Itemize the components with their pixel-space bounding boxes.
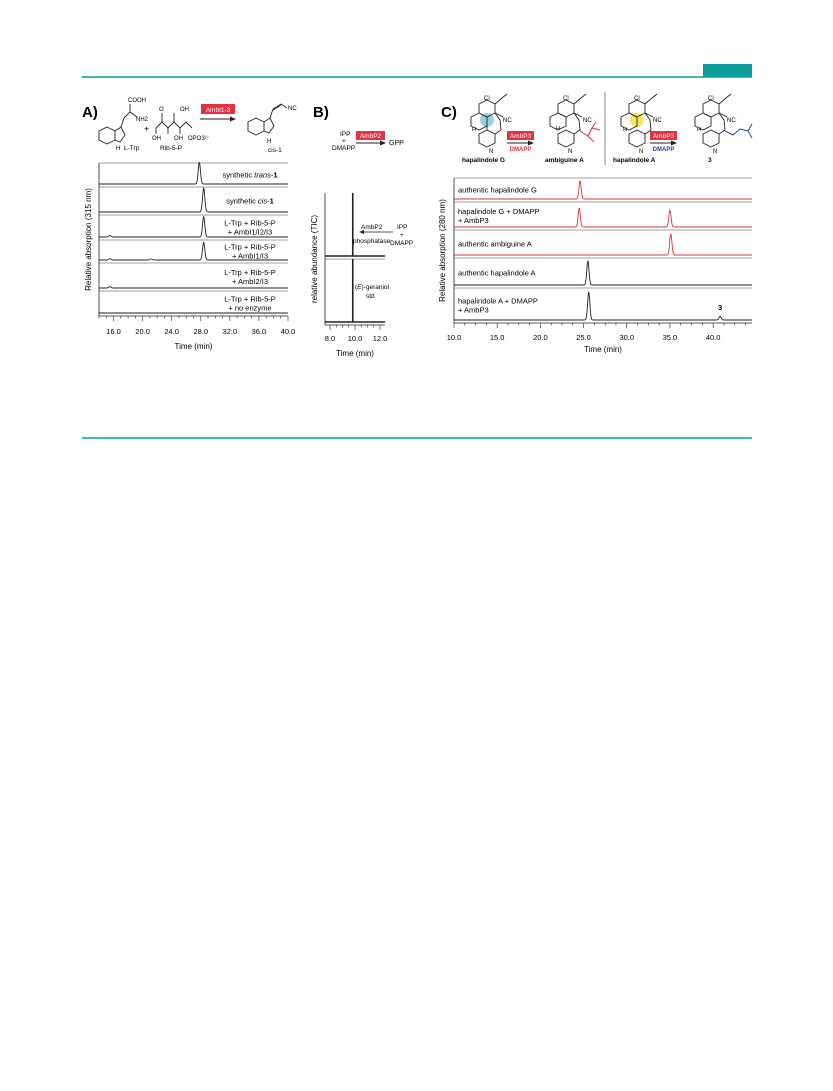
ambp3-enzyme-label-2: AmbP3	[652, 133, 675, 140]
chart-a-tick-label-0: 16.0	[106, 327, 121, 336]
panel-a-chromatogram	[84, 163, 295, 351]
chart-a-trace-3-label-0: L-Trp + Rib-5-P	[224, 242, 276, 252]
chart-a-tick-label-5: 36.0	[251, 327, 267, 336]
oh-label-3: OH	[174, 136, 183, 142]
chart-a-tick-label-1: 20.0	[135, 327, 150, 336]
chart-b-tick-label-1: 10.0	[347, 334, 363, 343]
chart-c-tick-label-4: 30.0	[619, 333, 635, 342]
panel-c-chromatogram	[438, 178, 752, 354]
chart-a-tick-label-6: 40.0	[280, 327, 296, 336]
chart-a-trace-5-label-0: L-Trp + Rib-5-P	[224, 294, 276, 304]
chart-a-x-label: Time (min)	[174, 342, 213, 351]
compound-3-label: 3	[708, 157, 712, 164]
arrow-head-c2	[671, 141, 677, 146]
chart-c-trace-1-label-0: hapalindole G + DMAPP	[458, 207, 540, 216]
chart-a-trace-4	[99, 287, 288, 288]
dmapp-cofactor-2: DMAPP	[652, 147, 675, 153]
chart-c-y-label: Relative absorption (280 nm)	[438, 199, 447, 302]
dmapp-label: DMAPP	[332, 145, 356, 152]
geraniol-std-label-2: std	[366, 293, 375, 300]
reverse-prenyl-group	[580, 122, 600, 142]
chart-b-tick-label-0: 8.0	[324, 334, 336, 343]
cis-1-structure	[248, 104, 287, 135]
hap-a-nc-label: NC	[653, 118, 662, 124]
cis-1-nc-label: NC	[288, 106, 297, 112]
cmpd3-nc-label: NC	[727, 118, 736, 124]
geraniol-std-label-1: (E)-geraniol	[355, 284, 389, 291]
dmapp-annotation: DMAPP	[390, 240, 414, 247]
chart-c-tick-label-5: 35.0	[662, 333, 678, 342]
chart-a-trace-0-label-0: synthetic trans-1	[222, 170, 278, 180]
amb-a-cl-label: Cl	[563, 96, 569, 102]
hap-a-h-label: H	[623, 127, 627, 133]
chart-a-y-label: Relative absorption (315 nm)	[84, 188, 93, 291]
trp-nh-label: H	[116, 146, 121, 152]
chart-a-trace-3-label-1: + AmbI1/I3	[231, 251, 269, 261]
panel-b-chromatogram	[310, 193, 387, 358]
panel-c-letter: C)	[441, 104, 457, 121]
l-trp-label: L-Trp	[124, 145, 140, 152]
chart-b-x-label: Time (min)	[336, 349, 374, 358]
chart-c-trace-4-label-0: hapalindole A + DMAPP	[458, 296, 538, 306]
hap-g-nc-label: NC	[503, 118, 512, 124]
opo3-label: OPO3²⁻	[188, 136, 210, 142]
nh2-label: NH2	[136, 117, 149, 123]
panel-b-annotations	[353, 224, 413, 300]
panel-a-scheme	[82, 98, 297, 154]
amb-a-label: ambiguine A	[545, 157, 584, 164]
cooh-label: COOH	[128, 98, 146, 104]
amb-a-n-label: N	[568, 149, 573, 155]
hap-g-cl-label: Cl	[484, 96, 490, 102]
amb-a-nc-label: NC	[583, 118, 592, 124]
hap-a-n-label: N	[639, 149, 644, 155]
chart-c-peak-label: 3	[717, 303, 723, 313]
hap-g-n-label: N	[489, 149, 494, 155]
gpp-label: GPP	[389, 140, 404, 147]
o-label: O	[159, 107, 164, 113]
arrow-head-c1	[528, 141, 534, 146]
plus-sign-a: +	[144, 124, 150, 134]
hap-g-label: hapalindole G	[462, 157, 505, 164]
ambi-enzyme-label: AmbI1-3	[205, 107, 231, 114]
ambp3-enzyme-label-1: AmbP3	[509, 133, 532, 140]
chart-a-tick-label-2: 24.0	[164, 327, 179, 336]
chart-c-x-label: Time (min)	[584, 345, 622, 354]
cmpd3-h-label: H	[697, 127, 701, 133]
hap-a-label: hapalindole A	[613, 157, 656, 164]
chart-c-tick-label-1: 15.0	[489, 333, 505, 342]
ambp2-enzyme-label: AmbP2	[359, 133, 382, 140]
ipp-annotation: IPP	[397, 224, 408, 231]
chart-c-tick-label-0: 10.0	[446, 333, 462, 342]
ipp-label: IPP	[340, 131, 351, 138]
phosphatase-label-2: phosphatase	[353, 238, 391, 245]
panel-b-letter: B)	[313, 104, 329, 121]
chart-a-trace-4-label-0: L-Trp + Rib-5-P	[224, 268, 276, 277]
plus-annotation: +	[400, 232, 404, 239]
hap-a-cl-label: Cl	[634, 96, 640, 102]
chart-b-tick-label-2: 12.0	[372, 334, 388, 343]
cis-1-nh-label: H	[267, 139, 272, 145]
l-trp-structure	[99, 104, 137, 144]
chart-c-trace-4-label-1: + AmbP3	[458, 305, 489, 315]
chart-a-tick-label-3: 28.0	[193, 327, 209, 336]
chart-a-trace-2-label-1: + AmbI1/I2/I3	[227, 227, 273, 237]
panel-c-scheme	[441, 92, 752, 165]
chart-a-trace-4-label-1: + AmbI2/I3	[231, 277, 269, 286]
arrow-head-a	[230, 117, 236, 122]
plus-label-b: +	[342, 138, 346, 145]
chart-c-tick-label-3: 25.0	[576, 333, 591, 342]
cmpd3-n-label: N	[713, 149, 718, 155]
amb-a-h-label: H	[556, 126, 560, 132]
dmapp-cofactor-1: DMAPP	[509, 147, 532, 153]
chart-c-tick-label-6: 40.0	[705, 333, 721, 342]
rib-5-p-structure	[156, 113, 192, 134]
chart-c-trace-2-label-0: authentic ambiguine A	[458, 239, 532, 249]
oh-label-1: OH	[180, 107, 189, 113]
chart-b-y-label: relative abundance (TIC)	[310, 214, 319, 304]
header-accent-tab	[703, 64, 752, 77]
cis-1-label: cis-1	[268, 147, 282, 154]
rib-5-p-label: Rib-5-P	[160, 145, 183, 152]
panel-a-letter: A)	[82, 104, 98, 121]
normal-prenyl-group	[725, 124, 752, 138]
chart-a-trace-5-label-1: + no enzyme	[228, 303, 272, 313]
oh-label-2: OH	[152, 136, 161, 142]
chart-c-trace-0-label-0: authentic hapalindole G	[458, 185, 537, 195]
chart-c-trace-1-label-1: + AmbP3	[458, 216, 489, 225]
chart-c-trace-3-label-0: authentic hapalindole A	[458, 268, 536, 278]
chart-a-trace-1-label-0: synthetic cis-1	[226, 196, 274, 206]
arrow-head-b	[380, 141, 386, 146]
panel-b-scheme	[313, 104, 404, 152]
chart-a-trace-2-label-0: L-Trp + Rib-5-P	[224, 218, 276, 228]
phosphatase-label-1: AmbP2	[361, 224, 383, 231]
cmpd3-cl-label: Cl	[708, 96, 714, 102]
hap-g-h-label: H	[472, 127, 476, 133]
chart-c-tick-label-2: 20.0	[533, 333, 548, 342]
chart-a-tick-label-4: 32.0	[222, 327, 238, 336]
